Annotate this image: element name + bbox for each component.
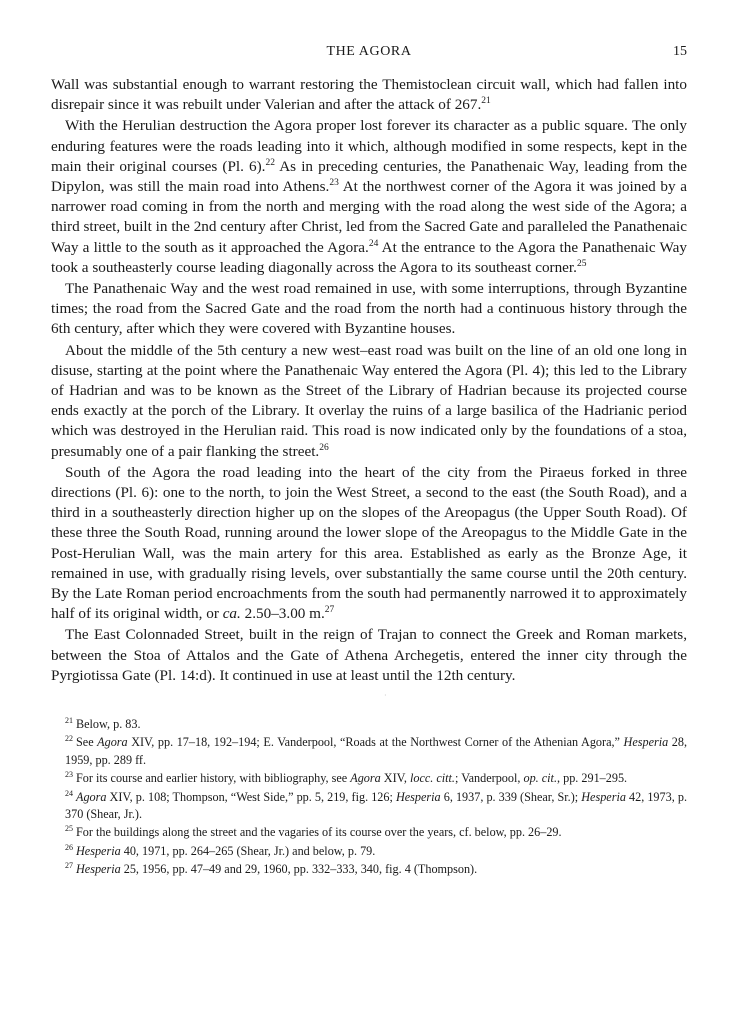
paragraph-5: South of the Agora the road leading into the heart of the city from the Piraeus forked in three directions (Pl. 6): one to the north, to join the West Street, a second to the east (the South Road), and a third in a southeasterly direction higher up on the slopes of the Areopagus (the Upper South Road). Of these three the South Road, running around the lower slope of the Areopagus to the Middle Gate in the Post-Herulian Wall, was the main artery for this area. Established as early as the Bronze Age, it remained in use, with gradually rising levels, over substantially the same course until the 20th century. By the Late Roman period encroachments from the south had permanently narrowed it to approximately half of its original width, or ca. 2.50–3.00 m.$^{27}$	[51, 463, 687, 623]
footnote-24: $^{24}$ Agora XIV, p. 108; Thompson, “West Side,” pp. 5, 219, fig. 126; Hesperia 6, 1937, p. 339 (Shear, Sr.); Hesperia 42, 1973, p. 370 (Shear, Jr.).	[65, 788, 687, 822]
footnote-21: $^{21}$ Below, p. 83.	[65, 715, 141, 731]
paragraph-2: With the Herulian destruction the Agora proper lost forever its character as a public square. The only enduring features were the roads leading into it which, although modified in some respects, kept in the main their original courses (Pl. 6).$^{22}$ As in preceding centuries, the Panathenaic Way, leading from the Dipylon, was still the main road into Athens.$^{23}$ At the northwest corner of the Agora it was joined by a narrower road coming in from the north and merging with the road along the west side of the Agora; a third street, built in the 2nd century after Christ, led from the Sacred Gate and paralleled the Panathenaic Way a little to the south as it approached the Agora.$^{24}$ At the entrance to the Agora the Panathenaic Way took a southeasterly course leading diagonally across the Agora to its southeast corner.$^{25}$	[51, 117, 688, 276]
footnote-25: $^{25}$ For the buildings along the street and the vagaries of its course over the years, cf. below, pp. 26–29.	[65, 824, 562, 840]
footnote-ref-24[interactable]: 24	[368, 238, 379, 249]
paragraph-1: Wall was substantial enough to warrant restoring the Themistoclean circuit wall, which had fallen into disrepair since it was rebuilt under Valerian and after the attack of 267.21	[51, 76, 687, 114]
footnote-ref-27[interactable]: 27	[324, 605, 335, 616]
paragraph-4: About the middle of the 5th century a new west–east road was built on the line of an old one long in disuse, starting at the point where the Panathenaic Way entered the Agora (Pl. 4); this led to the Library of Hadrian and was to be known as the Street of the Library of Hadrian because its projected course ends exactly at the porch of the Library. It overlay the ruins of a large basilica of the Hadrianic period which was destroyed in the Herulian raid. This road is now indicated only by the foundations of a stoa, presumably one of a pair flanking the street.$^{26}$	[51, 341, 687, 460]
page-number: 15	[673, 44, 687, 59]
footnote-23: $^{23}$ For its course and earlier history, with bibliography, see Agora XIV, locc. citt.; Vanderpool, op. cit., pp. 291–295.	[65, 770, 628, 786]
footnote-27: $^{27}$ Hesperia 25, 1956, pp. 47–49 and 29, 1960, pp. 332–333, 340, fig. 4 (Thompson).	[65, 861, 478, 877]
footnote-ref-25[interactable]: 25	[576, 258, 587, 269]
main-text	[51, 75, 687, 686]
paragraph-3: The Panathenaic Way and the west road remained in use, with some interruptions, through Byzantine times; the road from the Sacred Gate and the road from the north had a continuous history through the 6th century, after which they were covered with Byzantine houses.	[51, 280, 687, 338]
footnotes	[51, 716, 687, 880]
speck-mark: ·	[384, 691, 387, 700]
footnote-ref-26[interactable]: 26	[319, 442, 329, 453]
paragraph-6: The East Colonnaded Street, built in the reign of Trajan to connect the Greek and Roman markets, between the Stoa of Attalos and the Gate of Athena Archegetis, entered the inner city through the Pyrgiotissa Gate (Pl. 14:d). It continued in use at least until the 12th century.	[51, 626, 687, 684]
running-title: THE AGORA	[326, 44, 412, 59]
footnote-ref-22[interactable]: 22	[265, 157, 275, 168]
page-header	[51, 44, 687, 64]
footnote-22: $^{22}$ See Agora XIV, pp. 17–18, 192–194; E. Vanderpool, “Roads at the Northwest Corner of the Athenian Agora,” Hesperia 28, 1959, pp. 289 ff.	[65, 734, 687, 767]
footnote-ref-23[interactable]: 23	[329, 177, 339, 188]
footnote-ref-21[interactable]: 21	[481, 96, 491, 107]
footnote-26: $^{26}$ Hesperia 40, 1971, pp. 264–265 (Shear, Jr.) and below, p. 79.	[65, 842, 376, 858]
